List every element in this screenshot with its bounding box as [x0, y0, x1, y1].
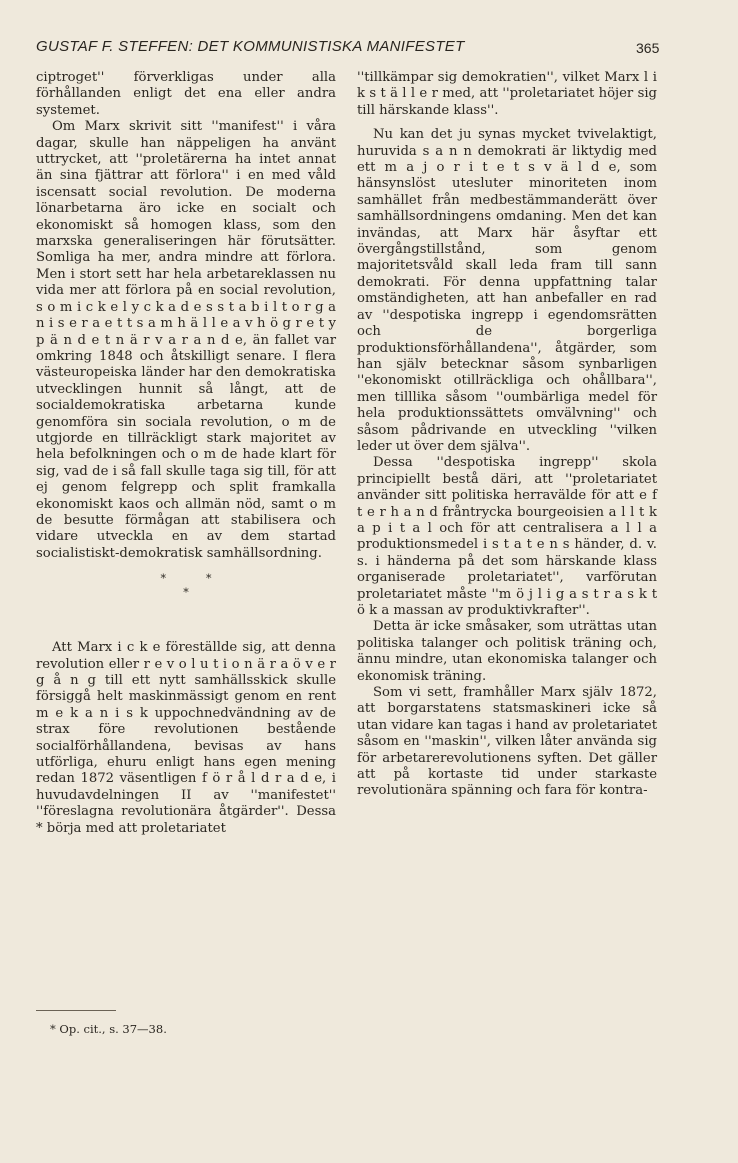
- paragraph: Nu kan det ju synas mycket tvivelaktigt, huruvida s a n n demokrati är liktydig med ett m a j o r i t e t s v ä l d e, som hänsynslöst utesluter minoriteten inom samhället från medbestämmanderätt över samhällsordningens omdaning. Men det kan invändas, att Marx här åsyftar ett övergångstillstånd, som genom majoritetsvåld skall leda fram till sann demokrati. För denna uppfattning talar omständigheten, att han anbefaller en rad av ''despotiska ingrepp i egendomsrätten och de borgerliga produktionsförhållandena'', åtgärder, som han själv betecknar såsom synbarligen ''ekonomiskt otillräckliga och ohållbara'', men tilllika såsom ''oumbärliga medel för hela produktionssättets omvälvning'' och såsom pådrivande en utveckling ''vilken leder ut över dem själva''.: [357, 127, 657, 454]
- section-separator: [36, 572, 336, 600]
- paragraph: Dessa ''despotiska ingrepp'' skola principiellt bestå däri, att ''proletariatet använder sitt politiska herravälde för att e f t e r h a n d fråntrycka bourgeoisien a l l t k a p i t a l och för att centralisera a l l a produktionsmedel i s t a t e n s händer, d. v. s. i händerna på det som härskande klass organiserade proletariatet'', varförutan proletariatet måste ''m ö j l i g a s t r a s k t ö k a massan av produktivkrafter''.: [357, 455, 657, 618]
- asterisk: *: [183, 586, 189, 600]
- left-column: [36, 70, 336, 837]
- footnote-rule: [36, 1010, 116, 1011]
- page-number: 365: [636, 40, 660, 56]
- asterisk: *: [160, 572, 206, 586]
- paragraph: Som vi sett, framhåller Marx själv 1872, att borgarstatens statsmaskineri icke så utan vidare kan tagas i hand av proletariatet såsom en ''maskin'', vilken låter använda sig för arbetarerevolutionens syften. Det gäller att på kortaste tid under starkaste revolutionära spänning och fara för kontra-: [357, 685, 657, 799]
- paragraph: Om Marx skrivit sitt ''manifest'' i våra dagar, skulle han näppeligen ha använt uttrycket, att ''proletärerna ha intet annat än sina fjättrar att förlora'' i en med våld iscensatt social revolution. De moderna lönarbetarna äro icke en socialt och ekonomiskt så homogen klass, som den marxska generaliseringen här förutsätter. Somliga ha mer, andra mindre att förlora. Men i stort sett har hela arbetareklassen nu vida mer att förlora på en social revolution, s o m i c k e l y c k a d e s s t a b i l t o r g a n i s e r a e t t s a m h ä l l e a v h ö g r e t y p ä n d e t n ä r v a r a n d e, än fallet var omkring 1848 och åtskilligt senare. I flera västeuropeiska länder har den demokratiska utvecklingen hunnit så långt, att de socialdemokratiska arbetarna kunde genomföra sin sociala revolution, o m de utgjorde en tillräckligt stark majoritet av hela befolkningen och o m de hade klart för sig, vad de i så fall skulle taga sig till, för att ej genom felgrepp och split framkalla ekonomiskt kaos och allmän nöd, samt o m de besutte förmågan att stabilisera och vidare utveckla en av dem startad socialistiskt-demokratisk samhällsordning.: [36, 119, 336, 561]
- paragraph: ciptroget'' förverkligas under alla förhållanden enligt det ena eller andra systemet.: [36, 70, 336, 118]
- paragraph: ''tillkämpar sig demokratien'', vilket Marx l i k s t ä l l e r med, att ''proletariatet höjer sig till härskande klass''.: [357, 70, 657, 118]
- running-header: GUSTAF F. STEFFEN: DET KOMMUNISTISKA MANIFESTET: [36, 38, 465, 55]
- asterisk: *: [206, 572, 252, 586]
- paragraph: Detta är icke småsaker, som uträttas utan politiska talanger och politisk träning och, ännu mindre, utan ekonomiska talanger och ekonomisk träning.: [357, 619, 657, 684]
- footnote: * Op. cit., s. 37—38.: [50, 1022, 167, 1036]
- right-column: [357, 70, 657, 800]
- paragraph: Att Marx i c k e föreställde sig, att denna revolution eller r e v o l u t i o n ä r a ö v e r g å n g till ett nytt samhällsskick skulle försiggå helt maskinmässigt genom en rent m e k a n i s k uppochnedvändning av de strax före revolutionen bestående socialförhållandena, bevisas av hans utförliga, ehuru enligt hans egen mening redan 1872 väsentligen f ö r å l d r a d e, i huvudavdelningen II av ''manifestet'' ''föreslagna revolutionära åtgärder''. Dessa * börja med att proletariatet: [36, 640, 336, 836]
